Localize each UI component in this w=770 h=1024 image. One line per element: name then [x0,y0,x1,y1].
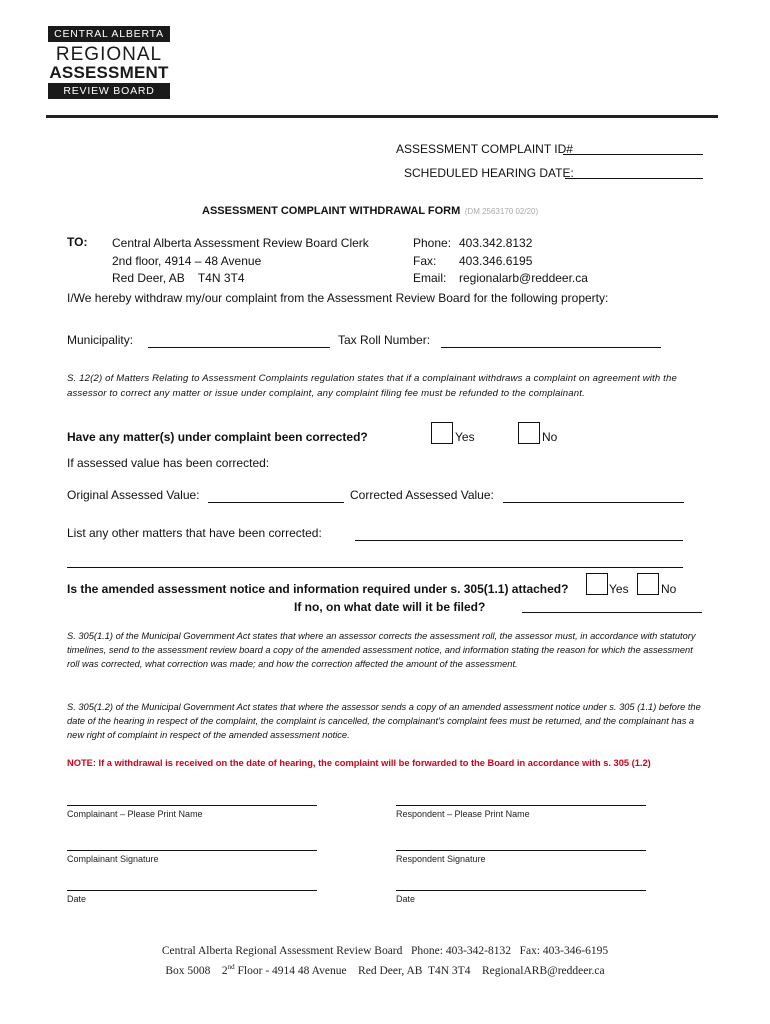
phone-value: 403.342.8132 [459,236,533,250]
municipality-field[interactable] [148,347,330,348]
form-title: ASSESSMENT COMPLAINT WITHDRAWAL FORM [202,205,461,217]
other-matters-field-2[interactable] [67,567,683,568]
footer-line-2: Box 5008 2nd Floor - 4914 48 Avenue Red Deer, AB T4N 3T4 RegionalARB@reddeer.ca [165,963,605,977]
to-label: TO: [67,235,88,249]
complainant-date-label: Date [67,894,87,904]
q1-yes-checkbox[interactable] [431,422,453,444]
if-corrected-text: If assessed value has been corrected: [67,456,270,470]
footer-line-1: Central Alberta Regional Assessment Review Board Phone: 403-342-8132 Fax: 403-346-6195 [161,945,609,957]
complaint-id-label: ASSESSMENT COMPLAINT ID# [396,142,573,156]
intro-text: I/We hereby withdraw my/our complaint from the Assessment Review Board for the following property: [67,291,609,305]
logo-line2: ASSESSMENT [49,63,169,82]
q1-text: Have any matter(s) under complaint been corrected? [67,430,368,444]
to-address: Central Alberta Assessment Review Board Clerk 2nd floor, 4914 – 48 Avenue Red Deer, AB T4N 3T4 [112,236,369,285]
other-matters-field-1[interactable] [355,540,683,541]
withdrawal-date-note: NOTE: If a withdrawal is received on the date of hearing, the complaint will be forwarded to the Board in accordance with s. 305 (1.2) [67,758,651,768]
email-value: regionalarb@reddeer.ca [459,271,588,285]
contact-labels: Phone: Fax: Email: [413,236,452,285]
tax-roll-label: Tax Roll Number: [338,333,431,347]
original-value-label: Original Assessed Value: [67,488,200,502]
logo-top-band: CENTRAL ALBERTA [48,26,170,42]
board-logo [48,26,170,99]
municipality-label: Municipality: [67,333,134,347]
note-305-1-2: S. 305(1.2) of the Municipal Government Act states that where the assessor sends a copy of an amended assessment notice under s. 305 (1.1) before the date of the hearing in respect of the complaint, the complaint is cancelled, the complainant's complaint fees must be returned, and the complainant has a new right of complaint in respect of the amended assessment notice. [67,702,701,740]
respondent-date-line[interactable] [396,890,646,891]
tax-roll-field[interactable] [441,347,661,348]
respondent-signature-line[interactable] [396,850,646,851]
respondent-name-label: Respondent – Please Print Name [396,809,530,819]
complainant-signature-line[interactable] [67,850,317,851]
filing-date-field[interactable] [522,612,702,613]
respondent-date-label: Date [396,894,416,904]
regulation-note: S. 12(2) of Matters Relating to Assessment Complaints regulation states that if a complainant withdraws a complaint on agreement with the assessor to correct any matter or issue under complaint, any complaint filing fee must be refunded to the complainant. [67,373,677,399]
complainant-name-label: Complainant – Please Print Name [67,809,203,819]
form-code: (DM 2563170 02/20) [464,207,539,216]
respondent-signature-label: Respondent Signature [396,854,486,864]
q2-yes-label: Yes [609,582,629,596]
hearing-date-field[interactable] [565,178,703,179]
fax-value: 403.346.6195 [459,253,533,268]
complainant-date-line[interactable] [67,890,317,891]
note-305-1-1: S. 305(1.1) of the Municipal Government Act states that where an assessor corrects the assessment roll, the assessor must, in accordance with statutory timelines, send to the assessment review board a copy of the amended assessment notice, and information stating the reason for which the assessment roll was corrected, what correction was made; and how the correction affected the amount of the assessment. [67,631,696,669]
q1-yes-label: Yes [455,430,475,444]
q1-no-checkbox[interactable] [518,422,540,444]
q2-no-label: No [661,582,677,596]
other-matters-label: List any other matters that have been corrected: [67,526,322,540]
q2-text: Is the amended assessment notice and information required under s. 305(1.1) attached? [67,582,569,596]
q2-followup: If no, on what date will it be filed? [294,600,486,614]
q2-yes-checkbox[interactable] [586,573,608,595]
corrected-value-field[interactable] [503,502,684,503]
logo-bottom-band: REVIEW BOARD [48,83,170,99]
corrected-value-label: Corrected Assessed Value: [350,488,494,502]
contact-values [459,235,588,288]
complainant-signature-label: Complainant Signature [67,854,159,864]
q2-no-checkbox[interactable] [637,573,659,595]
q1-no-label: No [542,430,558,444]
header-rule [46,115,718,118]
respondent-name-line[interactable] [396,805,646,806]
complainant-name-line[interactable] [67,805,317,806]
original-value-field[interactable] [208,502,344,503]
complaint-id-field[interactable] [563,154,703,155]
logo-line1: REGIONAL [55,44,163,65]
hearing-date-label: SCHEDULED HEARING DATE: [404,166,574,180]
